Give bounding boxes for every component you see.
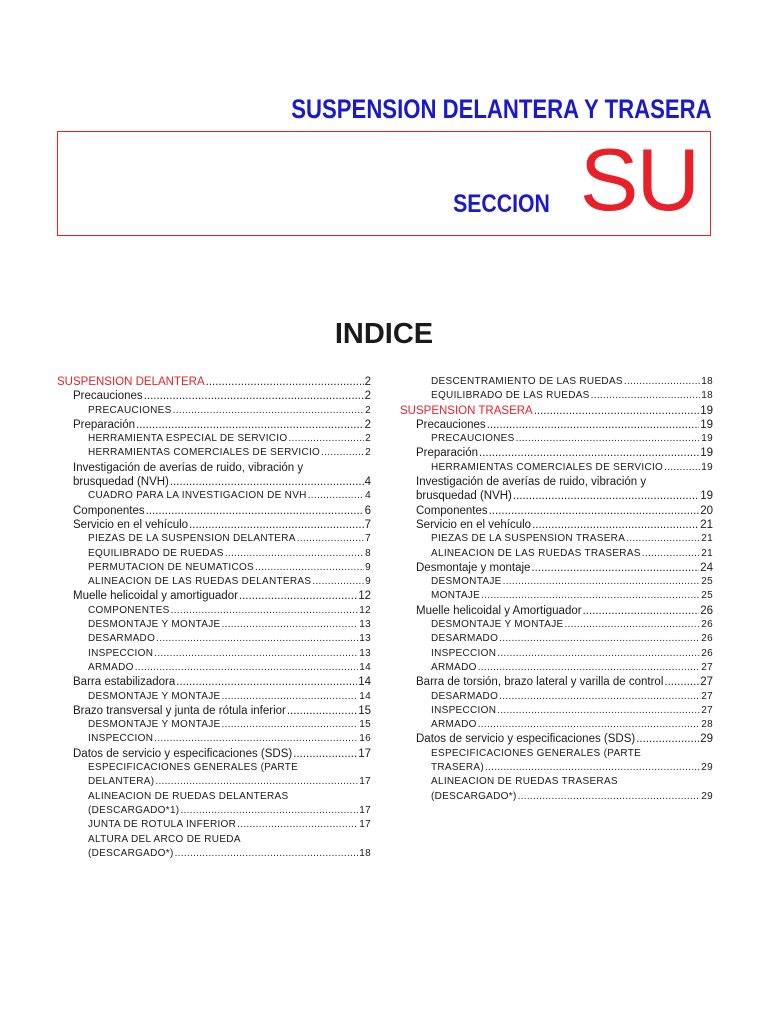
dot-leader (499, 632, 700, 646)
toc-page-number: 15 (358, 704, 371, 717)
toc-entry-label: ARMADO (431, 661, 477, 673)
toc-entry-label: CUADRO PARA LA INVESTIGACION DE NVH (88, 490, 307, 502)
toc-entry-label: Muelle helicoidal y Amortiguador (416, 604, 582, 617)
toc-entry-label-continued: (DESCARGADO*) (88, 847, 174, 859)
dot-leader (478, 661, 701, 675)
toc-entry-label: PIEZAS DE LA SUSPENSION TRASERA (431, 533, 626, 545)
toc-page-number: 9 (365, 576, 371, 588)
dot-leader (136, 418, 364, 432)
toc-entry-line (88, 804, 371, 818)
toc-page-number: 19 (700, 447, 713, 460)
dot-leader (626, 532, 700, 546)
dot-leader (189, 518, 364, 532)
toc-page-number: 29 (701, 762, 713, 774)
toc-entry-label: ESPECIFICACIONES GENERALES (PARTE (88, 762, 299, 774)
toc-entry[interactable] (400, 389, 713, 403)
toc-page-number: 7 (364, 518, 371, 531)
toc-entry-label: Brazo transversal y junta de rótula inferior (73, 704, 286, 717)
toc-entry-label: Datos de servicio y especificaciones (SDS) (416, 733, 636, 746)
toc-entry[interactable] (400, 504, 713, 518)
toc-entry[interactable] (400, 404, 713, 418)
toc-page-number: 27 (700, 676, 713, 689)
dot-leader (636, 732, 699, 746)
toc-page-number: 26 (701, 647, 713, 659)
dot-leader (531, 561, 699, 575)
dot-leader (642, 547, 700, 561)
toc-entry-label: Preparación (73, 418, 136, 431)
toc-page-number: 27 (701, 690, 713, 702)
toc-entry-label: ARMADO (88, 661, 134, 673)
toc-entry-label: EQUILIBRADO DE RUEDAS (88, 547, 224, 559)
dot-leader (293, 747, 357, 761)
toc-page-number: 12 (358, 590, 371, 603)
toc-entry[interactable] (57, 618, 371, 632)
toc-entry-label: MONTAJE (431, 590, 481, 602)
toc-entry[interactable] (400, 732, 713, 746)
dot-leader (155, 775, 358, 789)
dot-leader (481, 589, 700, 603)
dot-leader (664, 675, 699, 689)
dot-leader (308, 489, 364, 503)
toc-entry-label-continued: brusquedad (NVH) (416, 490, 512, 503)
toc-page-number: 27 (701, 704, 713, 716)
dot-leader (513, 489, 699, 503)
toc-entry-label: ALTURA DEL ARCO DE RUEDA (88, 833, 241, 845)
toc-page-number: 26 (701, 633, 713, 645)
dot-leader (222, 618, 359, 632)
toc-entry-label: ESPECIFICACIONES GENERALES (PARTE (431, 747, 642, 759)
dot-leader (297, 532, 364, 546)
toc-page-number: 21 (700, 518, 713, 531)
toc-entry-label: ALINEACION DE LAS RUEDAS TRASERAS (431, 547, 641, 559)
toc-entry-label: Investigación de averías de ruido, vibración y (416, 476, 647, 489)
toc-page-number: 26 (701, 619, 713, 631)
toc-entry-label: Componentes (416, 504, 488, 517)
toc-entry[interactable] (57, 532, 371, 546)
dot-leader (534, 404, 699, 418)
toc-entry-label: Investigación de averías de ruido, vibración y (73, 461, 304, 474)
dot-leader (176, 675, 357, 689)
toc-entry-label: DESMONTAJE Y MONTAJE (88, 690, 221, 702)
toc-page-number: 2 (364, 418, 371, 431)
toc-page-number: 19 (700, 418, 713, 431)
dot-leader (591, 389, 701, 403)
toc-page-number: 16 (359, 733, 371, 745)
toc-entry[interactable] (400, 446, 713, 460)
toc-entry-label: JUNTA DE ROTULA INFERIOR (88, 819, 237, 831)
toc-page-number: 13 (359, 619, 371, 631)
dot-leader (154, 732, 358, 746)
toc-entry[interactable] (57, 489, 371, 503)
toc-entry[interactable] (57, 547, 371, 561)
dot-leader (516, 432, 701, 446)
toc-entry-label: DESCENTRAMIENTO DE LAS RUEDAS (431, 376, 623, 387)
toc-entry[interactable] (57, 575, 371, 589)
toc-entry-line (416, 489, 713, 503)
toc-page-number: 29 (700, 733, 713, 746)
toc-entry[interactable] (400, 575, 713, 589)
toc-page-number: 26 (700, 604, 713, 617)
dot-leader (532, 518, 699, 532)
toc-page-number: 14 (359, 690, 371, 702)
toc-entry[interactable] (57, 704, 371, 718)
toc-page-number: 17 (359, 776, 371, 788)
dot-leader (664, 461, 700, 475)
dot-leader (180, 804, 358, 818)
toc-entry-label: DESMONTAJE Y MONTAJE (431, 619, 564, 631)
toc-entry-line (88, 775, 371, 789)
dot-leader (503, 575, 701, 589)
toc-entry[interactable] (57, 561, 371, 575)
toc-entry[interactable] (57, 833, 371, 862)
toc-page-number: 2 (365, 404, 371, 416)
toc-page-number: 24 (700, 561, 713, 574)
toc-entry[interactable] (400, 747, 713, 776)
toc-entry[interactable] (57, 375, 371, 389)
toc-entry-label: COMPONENTES (88, 604, 170, 616)
toc-page-number: 12 (359, 604, 371, 616)
toc-entry[interactable] (400, 547, 713, 561)
dot-leader (485, 761, 700, 775)
dot-leader (565, 618, 701, 632)
dot-leader (287, 704, 357, 718)
toc-page-number: 17 (359, 819, 371, 831)
toc-entry[interactable] (400, 518, 713, 532)
toc-entry[interactable] (400, 532, 713, 546)
section-code: SU (579, 130, 698, 229)
toc-page-number: 6 (364, 504, 371, 517)
section-label: SECCION (453, 190, 550, 218)
toc-entry-label: INSPECCION (431, 647, 497, 659)
toc-page-number: 18 (359, 847, 371, 859)
toc-entry-line (88, 847, 371, 861)
dot-leader (499, 690, 700, 704)
dot-leader (255, 561, 364, 575)
dot-leader (170, 475, 364, 489)
index-title: INDICE (334, 318, 434, 350)
toc-entry-label-continued: TRASERA) (431, 762, 484, 774)
dot-leader (156, 632, 358, 646)
toc-entry-line (431, 761, 713, 775)
toc-page-number: 2 (365, 433, 371, 445)
toc-right-column (400, 375, 713, 804)
toc-entry[interactable] (57, 632, 371, 646)
dot-leader (479, 446, 699, 460)
toc-entry-label: DESMONTAJE Y MONTAJE (88, 719, 221, 731)
toc-entry-label: ARMADO (431, 719, 477, 731)
dot-leader (478, 718, 701, 732)
toc-entry[interactable] (57, 504, 371, 518)
dot-leader (171, 604, 359, 618)
toc-entry[interactable] (57, 389, 371, 403)
toc-entry-label: Muelle helicoidal y amortiguador (73, 590, 238, 603)
toc-entry-label: Servicio en el vehículo (73, 518, 189, 531)
toc-entry[interactable] (400, 647, 713, 661)
toc-entry-label: Preparación (416, 447, 479, 460)
toc-page-number: 20 (700, 504, 713, 517)
toc-entry-line (431, 790, 713, 804)
dot-leader (135, 661, 359, 675)
dot-leader (206, 375, 364, 389)
toc-entry-label: PRECAUCIONES (88, 404, 172, 416)
toc-entry-label: INSPECCION (88, 733, 154, 745)
toc-entry-label: Precauciones (73, 390, 143, 403)
toc-entry-label: HERRAMIENTAS COMERCIALES DE SERVICIO (431, 461, 664, 473)
dot-leader (144, 389, 364, 403)
toc-entry-label: DESARMADO (431, 633, 499, 645)
toc-entry-label: ALINEACION DE RUEDAS DELANTERAS (88, 790, 289, 802)
toc-page-number: 19 (701, 433, 713, 445)
toc-entry[interactable] (57, 718, 371, 732)
toc-entry-label-continued: (DESCARGADO*1) (88, 804, 180, 816)
dot-leader (583, 604, 700, 618)
toc-entry-label: DESMONTAJE Y MONTAJE (88, 619, 221, 631)
toc-entry[interactable] (57, 432, 371, 446)
toc-entry-label: PIEZAS DE LA SUSPENSION DELANTERA (88, 533, 296, 545)
toc-entry[interactable] (400, 704, 713, 718)
toc-page-number: 14 (358, 676, 371, 689)
toc-page-number: 14 (359, 661, 371, 673)
toc-entry[interactable] (400, 561, 713, 575)
toc-entry[interactable] (57, 418, 371, 432)
toc-page-number: 18 (701, 390, 713, 402)
toc-entry-label: Datos de servicio y especificaciones (SDS) (73, 747, 293, 760)
dot-leader (321, 446, 364, 460)
toc-entry-label: PRECAUCIONES (431, 433, 515, 445)
toc-entry[interactable] (400, 604, 713, 618)
dot-leader (288, 432, 364, 446)
toc-entry-label: Precauciones (416, 418, 486, 431)
toc-entry-label: SUSPENSION DELANTERA (57, 376, 205, 388)
toc-entry[interactable] (400, 589, 713, 603)
dot-leader (312, 575, 364, 589)
toc-page-number: 19 (701, 461, 713, 473)
toc-entry[interactable] (400, 775, 713, 804)
toc-entry-label: ALINEACION DE RUEDAS TRASERAS (431, 776, 618, 788)
dot-leader (489, 504, 700, 518)
toc-entry[interactable] (57, 461, 371, 490)
dot-leader (237, 818, 358, 832)
dot-leader (487, 418, 700, 432)
toc-entry-label: Barra estabilizadora (73, 676, 176, 689)
toc-entry[interactable] (57, 732, 371, 746)
toc-page-number: 7 (365, 533, 371, 545)
toc-left-column (57, 375, 371, 861)
toc-entry[interactable] (57, 604, 371, 618)
dot-leader (222, 718, 359, 732)
toc-page-number: 27 (701, 661, 713, 673)
toc-entry[interactable] (400, 475, 713, 504)
toc-page-number: 21 (701, 533, 713, 545)
toc-entry[interactable] (57, 818, 371, 832)
toc-page-number: 25 (701, 576, 713, 588)
dot-leader (154, 647, 358, 661)
toc-page-number: 17 (359, 804, 371, 816)
toc-entry-label: Componentes (73, 504, 145, 517)
toc-entry[interactable] (400, 432, 713, 446)
toc-page-number: 25 (701, 590, 713, 602)
dot-leader (175, 847, 359, 861)
toc-entry[interactable] (57, 690, 371, 704)
toc-entry-label: DESARMADO (431, 690, 499, 702)
toc-page-number: 4 (364, 476, 371, 489)
toc-page-number: 18 (701, 376, 713, 387)
toc-entry-label: DESMONTAJE (431, 576, 502, 588)
dot-leader (497, 704, 700, 718)
toc-entry[interactable] (400, 418, 713, 432)
toc-page-number: 2 (364, 376, 371, 388)
toc-page-number: 17 (358, 747, 371, 760)
dot-leader (518, 790, 701, 804)
toc-entry[interactable] (400, 675, 713, 689)
toc-entry-label: DESARMADO (88, 633, 156, 645)
toc-page-number: 4 (365, 490, 371, 502)
toc-entry[interactable] (400, 618, 713, 632)
toc-entry-label: Barra de torsión, brazo lateral y varilla de control (416, 676, 664, 689)
section-box (57, 131, 711, 236)
toc-entry-line (73, 475, 371, 489)
toc-entry[interactable] (57, 518, 371, 532)
dot-leader (222, 690, 359, 704)
toc-entry[interactable] (400, 661, 713, 675)
toc-page-number: 29 (701, 790, 713, 802)
toc-entry-label: HERRAMIENTAS COMERCIALES DE SERVICIO (88, 447, 321, 459)
toc-entry-label: SUSPENSION TRASERA (400, 404, 533, 417)
toc-entry[interactable] (57, 790, 371, 819)
toc-entry[interactable] (400, 632, 713, 646)
toc-entry[interactable] (57, 761, 371, 790)
toc-entry-label: INSPECCION (88, 647, 154, 659)
toc-entry[interactable] (400, 375, 713, 389)
toc-entry[interactable] (400, 461, 713, 475)
toc-page-number: 13 (359, 647, 371, 659)
toc-entry[interactable] (57, 661, 371, 675)
toc-page-number: 15 (359, 719, 371, 731)
toc-entry-label-continued: brusquedad (NVH) (73, 476, 169, 489)
toc-entry[interactable] (57, 647, 371, 661)
toc-entry[interactable] (57, 404, 371, 418)
toc-entry[interactable] (57, 446, 371, 460)
toc-entry[interactable] (400, 718, 713, 732)
dot-leader (497, 647, 700, 661)
dot-leader (239, 589, 357, 603)
dot-leader (146, 504, 364, 518)
toc-entry-label-continued: DELANTERA) (88, 776, 155, 788)
toc-entry[interactable] (400, 690, 713, 704)
page-title: SUSPENSION DELANTERA Y TRASERA (291, 94, 712, 124)
toc-entry-label: Desmontaje y montaje (416, 561, 531, 574)
dot-leader (173, 404, 365, 418)
toc-entry-label-continued: (DESCARGADO*) (431, 790, 517, 802)
toc-entry[interactable] (57, 589, 371, 603)
toc-entry[interactable] (57, 747, 371, 761)
dot-leader (624, 375, 700, 389)
toc-entry-label: HERRAMIENTA ESPECIAL DE SERVICIO (88, 433, 288, 445)
toc-entry-label: Servicio en el vehículo (416, 518, 532, 531)
toc-page-number: 19 (700, 490, 713, 503)
toc-page-number: 2 (365, 447, 371, 459)
toc-page-number: 19 (700, 404, 713, 417)
toc-page-number: 13 (359, 633, 371, 645)
toc-page-number: 21 (701, 547, 713, 559)
toc-page-number: 8 (365, 547, 371, 559)
dot-leader (225, 547, 364, 561)
toc-page-number: 28 (701, 719, 713, 731)
toc-page-number: 2 (364, 390, 371, 403)
toc-entry[interactable] (57, 675, 371, 689)
toc-entry-label: INSPECCION (431, 704, 497, 716)
toc-page-number: 9 (365, 561, 371, 573)
toc-entry-label: ALINEACION DE LAS RUEDAS DELANTERAS (88, 576, 312, 588)
toc-entry-label: PERMUTACION DE NEUMATICOS (88, 561, 255, 573)
toc-entry-label: EQUILIBRADO DE LAS RUEDAS (431, 390, 590, 402)
